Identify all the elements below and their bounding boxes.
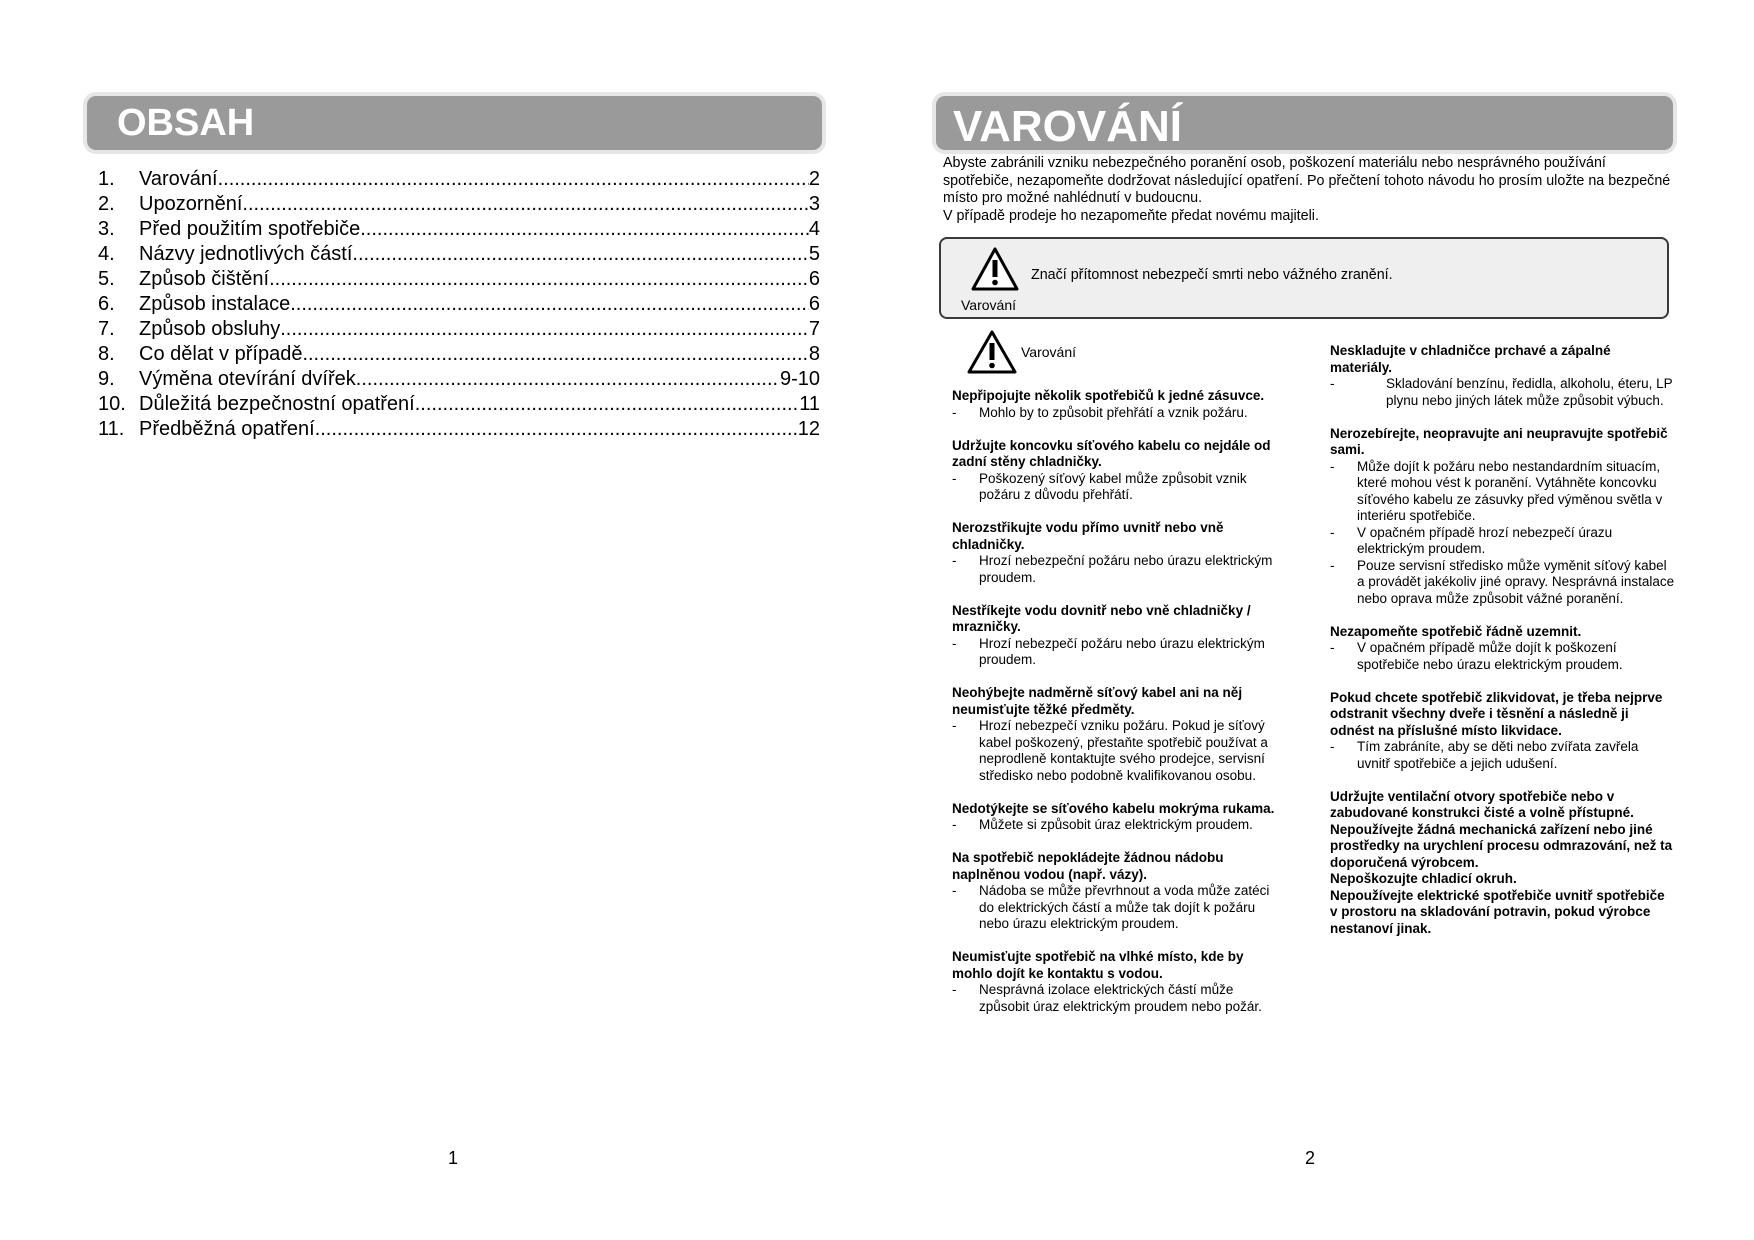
toc-page: 6: [808, 268, 820, 290]
toc-page: 11: [799, 393, 820, 415]
toc-title: Způsob obsluhy: [139, 318, 281, 340]
toc-entry[interactable]: [98, 417, 820, 442]
toc-leader: [315, 417, 798, 442]
warning-bullet: - Skladování benzínu, ředidla, alkoholu, éteru, LP plynu nebo jiných látek může způsobit výbuch.: [1330, 376, 1675, 409]
toc-page: 6: [808, 293, 820, 315]
warning-bullet: - Můžete si způsobit úraz elektrickým proudem.: [952, 817, 1287, 834]
toc-number: 1.: [98, 168, 115, 190]
warning-item: [952, 520, 1287, 586]
toc-number: 6.: [98, 293, 115, 315]
intro-paragraph: V případě prodeje ho nezapomeňte předat novému majiteli.: [943, 207, 1319, 224]
bullet-text: Hrozí nebezpeční požáru nebo úrazu elektrickým proudem.: [979, 553, 1273, 585]
warning-triangle-icon: [967, 330, 1017, 374]
warning-item: [952, 603, 1287, 669]
warning-title: Neohýbejte nadměrně síťový kabel ani na něj neumisťujte těžké předměty.: [952, 685, 1243, 717]
toc-page: 12: [797, 418, 820, 440]
warning-bullet: - V opačném případě může dojít k poškození spotřebiče nebo úrazu elektrickým proudem.: [1330, 640, 1675, 673]
warning-item: [1330, 690, 1675, 773]
bullet-text: Můžete si způsobit úraz elektrickým proudem.: [979, 817, 1253, 832]
toc-leader: [280, 317, 809, 342]
toc-entry[interactable]: [98, 217, 820, 242]
warning-triangle-icon: [971, 247, 1019, 291]
toc-title: Varování: [139, 168, 218, 190]
toc-number: 3.: [98, 218, 115, 240]
warning-title: Neskladujte v chladničce prchavé a zápalné materiály.: [1330, 343, 1611, 375]
warning-title: Udržujte koncovku síťového kabelu co nejdále od zadní stěny chladničky.: [952, 437, 1271, 469]
warning-item: [952, 949, 1287, 1015]
toc-leader: [290, 292, 809, 317]
warning-bullet: - V opačném případě hrozí nebezpečí úrazu elektrickým proudem.: [1330, 525, 1675, 558]
toc-title: Před použitím spotřebiče: [139, 218, 361, 240]
section-label: Varování: [1021, 344, 1076, 360]
toc-leader: [269, 267, 809, 292]
bullet-text: Mohlo by to způsobit přehřátí a vznik požáru.: [979, 404, 1248, 420]
toc-leader: [242, 192, 808, 217]
toc-leader: [360, 217, 809, 242]
page-number: 1: [448, 1148, 459, 1168]
final-warning: Nepoužívejte elektrické spotřebiče uvnitř spotřebiče v prostoru na skladování potravin, pokud výrobce nestanoví jinak.: [1330, 887, 1665, 936]
toc-entry[interactable]: [98, 292, 820, 317]
warning-item: [952, 850, 1287, 933]
toc-number: 4.: [98, 243, 115, 265]
warning-bullet: - Nádoba se může převrhnout a voda může zatéci do elektrických částí a může tak dojít k požáru nebo úrazu elektrickým proudem.: [952, 883, 1287, 933]
bullet-text: Pouze servisní středisko může vyměnit síťový kabel a provádět jakékoliv jiné opravy. Nesprávná instalace nebo oprava může způsobit vážné poranění.: [1357, 557, 1675, 606]
toc-title: Předběžná opatření: [139, 418, 315, 440]
toc-page: 7: [808, 318, 820, 340]
bullet-text: Tím zabráníte, aby se děti nebo zvířata zavřela uvnitř spotřebiče a jejich udušení.: [1357, 739, 1639, 771]
warnings-left-column: [952, 388, 1287, 1032]
bullet-text: Nesprávná izolace elektrických částí může způsobit úraz elektrickým proudem nebo požár.: [979, 982, 1262, 1014]
toc-entry[interactable]: [98, 167, 820, 192]
toc-entry[interactable]: [98, 367, 820, 392]
warning-title: Neumisťujte spotřebič na vlhké místo, kde by mohlo dojít ke kontaktu s vodou.: [952, 949, 1244, 981]
toc-title: Co dělat v případě: [139, 343, 303, 365]
page-number: 2: [1305, 1148, 1316, 1168]
warning-item: [952, 801, 1287, 834]
toc-entry[interactable]: [98, 317, 820, 342]
warning-title: Nedotýkejte se síťového kabelu mokrýma rukama.: [952, 800, 1275, 816]
bullet-text: Poškozený síťový kabel může způsobit vznik požáru z důvodu přehřátí.: [979, 470, 1247, 502]
toc-page: 5: [808, 243, 820, 265]
toc-page: 9-10: [779, 368, 820, 390]
toc-leader: [356, 367, 780, 392]
bullet-text: V opačném případě může dojít k poškození spotřebiče nebo úrazu elektrickým proudem.: [1357, 640, 1623, 672]
warning-bullet: - Poškozený síťový kabel může způsobit vznik požáru z důvodu přehřátí.: [952, 471, 1287, 504]
danger-notice-box: [939, 237, 1669, 319]
notice-text: Značí přítomnost nebezpečí smrti nebo vážného zranění.: [1031, 267, 1393, 283]
toc-leader: [302, 342, 808, 367]
toc-number: 10.: [98, 393, 126, 415]
toc-page: 4: [808, 218, 820, 240]
toc-entry[interactable]: [98, 267, 820, 292]
table-of-contents: [98, 167, 820, 442]
toc-title: Důležitá bezpečnostní opatření: [139, 393, 415, 415]
warning-bullet: - Nesprávná izolace elektrických částí může způsobit úraz elektrickým proudem nebo požár.: [952, 982, 1287, 1015]
warning-item: [1330, 426, 1675, 608]
warning-bullet: - Tím zabráníte, aby se děti nebo zvířata zavřela uvnitř spotřebiče a jejich udušení.: [1330, 739, 1675, 772]
toc-title: Názvy jednotlivých částí: [139, 243, 353, 265]
warning-item: [952, 685, 1287, 784]
warning-item: [952, 388, 1287, 421]
warnings-right-column: [1330, 343, 1675, 954]
final-warnings: [1330, 789, 1675, 938]
toc-number: 7.: [98, 318, 115, 340]
toc-leader: [218, 167, 809, 192]
toc-number: 8.: [98, 343, 115, 365]
bullet-text: Skladování benzínu, ředidla, alkoholu, éteru, LP plynu nebo jiných látek může způsobit výbuch.: [1386, 376, 1673, 408]
final-warning: Nepoužívejte žádná mechanická zařízení nebo jiné prostředky na urychlení procesu odmrazování, než ta doporučená výrobcem.: [1330, 821, 1673, 870]
warning-header: VAROVÁNÍ: [936, 96, 1673, 150]
toc-leader: [352, 242, 808, 267]
contents-header: OBSAH: [87, 96, 822, 150]
toc-number: 9.: [98, 368, 115, 390]
toc-entry[interactable]: [98, 392, 820, 417]
warning-bullet: - Hrozí nebezpečí požáru nebo úrazu elektrickým proudem.: [952, 636, 1287, 669]
toc-title: Způsob čištění: [139, 268, 270, 290]
bullet-text: V opačném případě hrozí nebezpečí úrazu elektrickým proudem.: [1357, 524, 1613, 556]
warning-bullet: - Hrozí nebezpečí vzniku požáru. Pokud je síťový kabel poškozený, přestaňte spotřebič používat a neprodleně kontaktujte svého prodejce, servisní středisko nebo podobně kvalifikovanou osobu.: [952, 718, 1287, 784]
warning-bullet: - Hrozí nebezpeční požáru nebo úrazu elektrickým proudem.: [952, 553, 1287, 586]
warning-title: Nepřipojujte několik spotřebičů k jedné zásuvce.: [952, 388, 1265, 403]
toc-number: 11.: [98, 418, 125, 440]
warning-item: [1330, 624, 1675, 674]
toc-title: Výměna otevírání dvířek: [139, 368, 356, 390]
warning-item: [1330, 343, 1675, 409]
toc-entry[interactable]: [98, 242, 820, 267]
right-page: [877, 0, 1754, 1240]
toc-page: 8: [808, 343, 820, 365]
bullet-text: Hrozí nebezpečí vzniku požáru. Pokud je síťový kabel poškozený, přestaňte spotřebič používat a neprodleně kontaktujte svého prodejce, servisní středisko nebo podobně kvalifikovanou osobu.: [979, 718, 1268, 783]
toc-number: 5.: [98, 268, 115, 290]
warning-bullet: - Mohlo by to způsobit přehřátí a vznik požáru.: [952, 405, 1287, 422]
warning-title: Na spotřebič nepokládejte žádnou nádobu naplněnou vodou (např. vázy).: [952, 850, 1224, 882]
warning-title: Nerozstřikujte vodu přímo uvnitř nebo vně chladničky.: [952, 520, 1224, 552]
warning-title: Nerozebírejte, neopravujte ani neupravujte spotřebič sami.: [1330, 425, 1668, 457]
intro-paragraph: Abyste zabránili vzniku nebezpečného poranění osob, poškození materiálu nebo nesprávného používání spotřebiče, nezapomeňte dodržovat následující opatření. Po přečtení tohoto návodu ho prosím uložte na bezpečné místo pro možné nahlédnutí v budoucnu.: [943, 155, 1671, 206]
toc-title: Upozornění: [139, 193, 243, 215]
warning-title: Pokud chcete spotřebič zlikvidovat, je třeba nejprve odstranit všechny dveře i těsnění a následně ji odnést na příslušné místo likvidace.: [1330, 689, 1663, 738]
bullet-text: Může dojít k požáru nebo nestandardním situacím, které mohou vést k poranění. Vytáhněte koncovku síťového kabelu ze zásuvky před výměnou světla v interiéru spotřebiče.: [1357, 458, 1663, 523]
toc-page: 3: [808, 193, 820, 215]
intro-text: [943, 155, 1673, 225]
warning-bullet: - Může dojít k požáru nebo nestandardním situacím, které mohou vést k poranění. Vytáhněte koncovku síťového kabelu ze zásuvky před výměnou světla v interiéru spotřebiče.: [1330, 459, 1675, 525]
warning-title: Nezapomeňte spotřebič řádně uzemnit.: [1330, 623, 1582, 639]
toc-number: 2.: [98, 193, 115, 215]
toc-entry[interactable]: [98, 342, 820, 367]
toc-page: 2: [808, 168, 820, 190]
bullet-text: Nádoba se může převrhnout a voda může zatéci do elektrických částí a může tak dojít k požáru nebo úrazu elektrickým proudem.: [979, 883, 1270, 931]
warning-title: Nestříkejte vodu dovnitř nebo vně chladničky / mrazničky.: [952, 602, 1251, 634]
final-warning: Nepoškozujte chladicí okruh.: [1330, 871, 1517, 886]
bullet-text: Hrozí nebezpečí požáru nebo úrazu elektrickým proudem.: [979, 635, 1265, 667]
warning-item: [952, 438, 1287, 504]
toc-title: Způsob instalace: [139, 293, 291, 315]
final-warning: Udržujte ventilační otvory spotřebiče nebo v zabudované konstrukci čisté a volně přístupné.: [1330, 788, 1634, 820]
warning-bullet: - Pouze servisní středisko může vyměnit síťový kabel a provádět jakékoliv jiné opravy. Nesprávná instalace nebo oprava může způsobit vážné poranění.: [1330, 557, 1675, 606]
toc-entry[interactable]: [98, 192, 820, 217]
toc-leader: [415, 392, 800, 417]
notice-label: Varování: [961, 297, 1016, 313]
